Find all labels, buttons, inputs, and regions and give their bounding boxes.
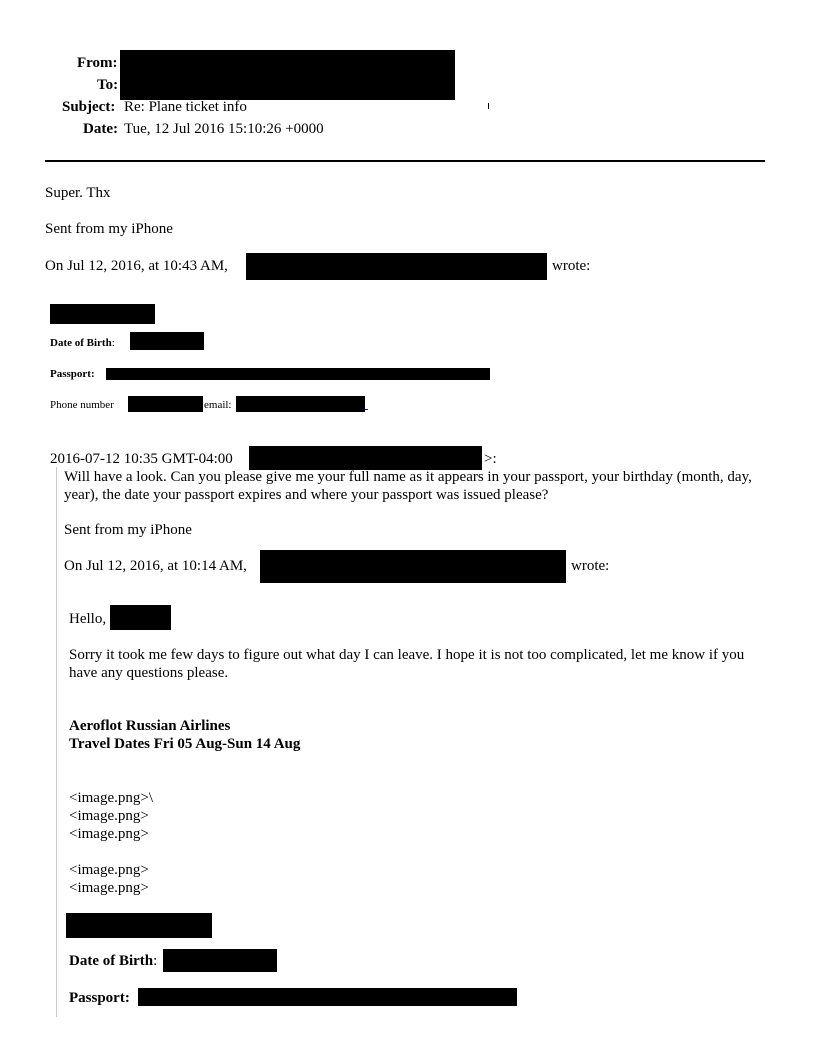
date-value: Tue, 12 Jul 2016 15:10:26 +0000 [124, 121, 324, 137]
redaction-dob [130, 332, 204, 350]
attachment-3[interactable]: <image.png> [69, 826, 149, 842]
redaction-passport-2 [138, 988, 517, 1006]
phone-label: Phone number [50, 399, 114, 411]
dob-colon: : [111, 337, 115, 349]
email-label: email: [204, 399, 232, 411]
quoted1-quote-intro-suffix: wrote: [571, 558, 610, 574]
dob-label-large-text: Date of Birth [69, 953, 154, 969]
quote-bar-outer [56, 467, 57, 1017]
attachment-4[interactable]: <image.png> [69, 862, 149, 878]
dob-label-text: Date of Birth [50, 337, 112, 349]
redaction-quoted1-sender [249, 446, 482, 470]
passport-label-large: Passport: [69, 990, 130, 1006]
attachment-1[interactable]: <image.png>\ [69, 790, 153, 806]
from-label: From: [77, 55, 118, 71]
redaction-quoted1-quote-sender [260, 550, 566, 583]
redaction-greeting-name [110, 605, 171, 630]
quoted1-signature: Sent from my iPhone [64, 522, 192, 538]
quote-intro-suffix: wrote: [552, 258, 591, 274]
dob-label-small [50, 337, 115, 349]
attachment-5[interactable]: <image.png> [69, 880, 149, 896]
redaction-phone [128, 396, 203, 412]
travel-dates: Travel Dates Fri 05 Aug-Sun 14 Aug [69, 736, 301, 752]
to-label: To: [97, 77, 119, 93]
passport-label-text: Passport: [50, 368, 95, 380]
reply-signature: Sent from my iPhone [45, 221, 173, 237]
redaction-passport [106, 368, 490, 380]
redaction-email [236, 396, 365, 412]
redaction-name-2 [66, 913, 212, 938]
subject-value: Re: Plane ticket info [124, 99, 247, 115]
passport-label-small [50, 368, 95, 380]
greeting: Hello, [69, 611, 107, 627]
quoted1-quote-intro-prefix: On Jul 12, 2016, at 10:14 AM, [64, 558, 247, 574]
attachment-2[interactable]: <image.png> [69, 808, 149, 824]
redaction-dob-2 [163, 949, 277, 972]
header-divider [45, 160, 765, 162]
date-label: Date: [83, 121, 118, 137]
quote-intro-prefix: On Jul 12, 2016, at 10:43 AM, [45, 258, 228, 274]
quoted2-body: Sorry it took me few days to figure out what day I can leave. I hope it is not too complicated, let me know if you have any questions please. [69, 647, 745, 681]
redaction-from-to [120, 50, 455, 100]
quoted1-body: Will have a look. Can you please give me your full name as it appears in your passport, your birthday (month, day, year), the date your passport expires and where your passport was issued please? [64, 469, 752, 503]
redaction-name [50, 304, 155, 324]
subject-label: Subject: [62, 99, 116, 115]
redaction-mark [488, 103, 489, 109]
reply-text: Super. Thx [45, 185, 111, 201]
email-link-underline[interactable] [365, 409, 368, 410]
dob-label-large [69, 952, 157, 970]
quoted1-intro-prefix: 2016-07-12 10:35 GMT-04:00 [50, 451, 233, 467]
dob-large-colon: : [153, 953, 158, 969]
airline-name: Aeroflot Russian Airlines [69, 718, 231, 734]
quoted1-intro-suffix: >: [484, 451, 497, 467]
redaction-sender [246, 253, 547, 280]
